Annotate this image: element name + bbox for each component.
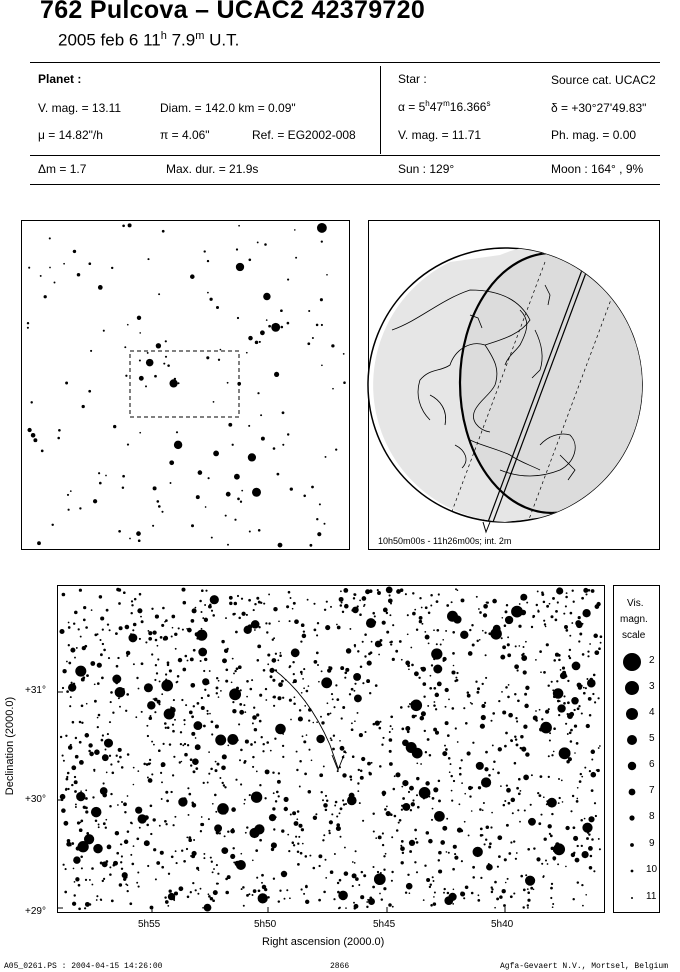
legend-title-3: scale: [622, 630, 646, 641]
legend-item-5: 5: [649, 733, 655, 744]
legend-title-2: magn.: [620, 614, 648, 625]
footer-credit: Agfa-Gevaert N.V., Mortsel, Belgium: [500, 962, 669, 971]
legend-item-2: 2: [649, 655, 655, 666]
ra-tick-5h55: 5h55: [138, 919, 161, 930]
legend-title-1: Vis.: [627, 598, 644, 609]
planet-ref: Ref. = EG2002-008: [252, 128, 356, 142]
page-title: 762 Pulcova – UCAC2 42379720: [40, 0, 426, 24]
ra-tick-5h45: 5h45: [373, 919, 396, 930]
dec-tick-29: +29°: [25, 906, 46, 917]
event-sun: Sun : 129°: [398, 162, 455, 176]
event-maxdur: Max. dur. = 21.9s: [166, 162, 259, 176]
legend-item-10: 10: [646, 864, 658, 875]
event-date: 2005 feb 6 11$^h$ 7.9$^m$ U.T.: [58, 30, 240, 50]
star-delta: δ = +30°27'49.83": [551, 101, 647, 115]
planet-pi: π = 4.06": [160, 128, 210, 142]
star-phmag: Ph. mag. = 0.00: [551, 128, 637, 142]
planet-vmag: V. mag. = 13.11: [38, 101, 122, 115]
dec-tick-30: +30°: [25, 794, 46, 805]
globe-caption: 10h50m00s - 11h26m00s; int. 2m: [378, 536, 512, 546]
legend-item-7: 7: [649, 785, 655, 796]
legend-item-4: 4: [649, 707, 655, 718]
ra-tick-5h40: 5h40: [491, 919, 514, 930]
y-axis-label: Declination (2000.0): [4, 696, 16, 796]
legend-item-3: 3: [649, 681, 655, 692]
planet-heading: Planet :: [38, 72, 82, 86]
star-heading: Star :: [398, 72, 427, 86]
star-alpha: $\alpha = 5^h47^m16.366^s$: [398, 99, 491, 114]
event-dm: Δm = 1.7: [38, 162, 87, 176]
ra-tick-5h50: 5h50: [254, 919, 277, 930]
star-vmag: V. mag. = 11.71: [398, 128, 482, 142]
legend-item-6: 6: [649, 759, 655, 770]
event-moon: Moon : 164° , 9%: [551, 162, 644, 176]
legend-item-8: 8: [649, 811, 655, 822]
star-source: Source cat. UCAC2: [551, 73, 656, 87]
dec-tick-31: +31°: [25, 685, 46, 696]
legend-item-11: 11: [646, 891, 657, 902]
planet-mu: μ = 14.82"/h: [38, 128, 103, 142]
planet-diam: Diam. = 142.0 km = 0.09": [160, 101, 296, 115]
x-axis-label: Right ascension (2000.0): [262, 936, 385, 948]
footer-page: 2866: [330, 962, 350, 971]
legend-item-9: 9: [649, 838, 655, 849]
footer-file: A05_0261.PS : 2004-04-15 14:26:00: [4, 962, 163, 971]
